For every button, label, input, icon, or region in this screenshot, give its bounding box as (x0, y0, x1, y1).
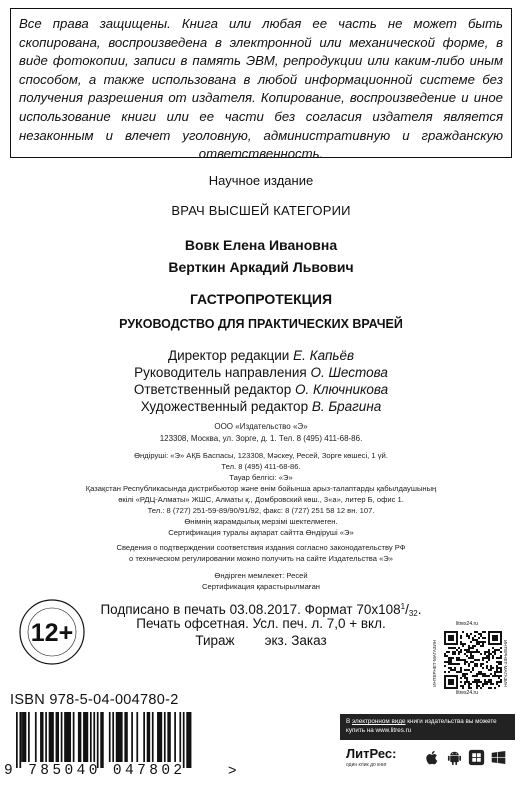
staff-name: В. Брагина (311, 399, 382, 414)
staff-head (0, 364, 522, 381)
barcode-arrow: > (228, 763, 237, 779)
publisher-name: ООО «Издательство «Э» (214, 422, 308, 431)
staff-name: О. Ключникова (294, 382, 389, 397)
android-icon (446, 749, 463, 766)
staff-role: Ответственный редактор (133, 382, 292, 397)
windows-icon (490, 749, 507, 766)
staff-role: Художественный редактор (140, 399, 309, 414)
print-type-line: Печать офсетная. Усл. печ. л. 7,0 + вкл. (136, 616, 386, 631)
kz-line: Өнімнің жарамдылық мерзімі шектелмеген. (184, 517, 338, 526)
staff-editor (0, 381, 522, 398)
staff-name: О. Шестова (310, 365, 388, 380)
kz-line: Қазақстан Республикасында дистрибьютор және өнім бойынша арыз-талаптарды қабылдаушының (85, 484, 437, 493)
origin-line: Өндірген мемлекет: Ресей (214, 571, 308, 580)
age-rating-badge (18, 598, 86, 666)
windows-phone-icon (468, 749, 485, 766)
litres-banner-link: электронном виде (351, 718, 406, 725)
staff-role: Руководитель направления (134, 365, 307, 380)
copyright-text: Все права защищены. Книга или любая ее часть не может быть скопирована, воспроизведена в электронной или механической форме, в виде фотокопии, записи в память ЭВМ, репродукции или каким-либо иным способом, а также использована в любой информационной системе без получения разрешения от издателя. Копирование, воспроизведение и иное использование книги или ее части без согласия издателя является незаконным и влечет уголовную, административную и гражданскую ответственность. (19, 16, 503, 162)
staff-role: Директор редакции (167, 348, 290, 363)
certification-line: Сведения о подтверждении соответствия издания согласно законодательству РФ (116, 543, 406, 552)
litres-banner-url: купить на www.litres.ru (346, 726, 412, 734)
kz-line: өкілі «РДЦ-Алматы» ЖШС, Алматы қ., Домбровский көш., 3«а», литер Б, офис 1. (118, 495, 404, 504)
litres-banner (340, 714, 515, 740)
format-numerator: 1 (400, 602, 406, 611)
print-signed-end: . (417, 602, 422, 617)
staff-name: Е. Капьёв (293, 348, 355, 363)
age-rating-text: 12+ (30, 619, 74, 647)
kz-line: Тауар белгісі: «Э» (229, 473, 293, 482)
book-subtitle: РУКОВОДСТВО ДЛЯ ПРАКТИЧЕСКИХ ВРАЧЕЙ (119, 317, 403, 331)
origin-line: Сертификация қарастырылмаған (202, 582, 320, 591)
kz-line: Тел.: 8 (727) 251-59-89/90/91/92, факс: 8 (727) 251 58 12 вн. 107. (147, 506, 375, 515)
litres-logo: ЛитРес: (346, 746, 397, 761)
edition-type: Научное издание (208, 173, 314, 188)
apple-icon (424, 749, 441, 766)
publisher-address: 123308, Москва, ул. Зорге, д. 1. Тел. 8 (495) 411-68-86. (159, 434, 363, 443)
print-run-line: Тираж экз. Заказ (195, 633, 327, 648)
print-signed-line: Подписано в печать 03.08.2017. Формат $70x108^1/_{32}$. (100, 602, 422, 618)
platform-icons (424, 749, 507, 766)
staff-director (0, 347, 522, 364)
isbn: ISBN 978-5-04-004780-2 (10, 692, 179, 708)
book-title: ГАСТРОПРОТЕКЦИЯ (189, 291, 333, 307)
author-2: Верткин Аркадий Львович (168, 259, 354, 275)
qr-caption-right: ИНТЕРНЕТ-МАГАЗИН (503, 640, 508, 687)
litres-footer (340, 741, 515, 775)
qr-code (444, 631, 502, 689)
certification-line: о техническом регулировании можно получить на сайте Издательства «Э» (129, 554, 393, 563)
staff-art-editor (0, 398, 522, 415)
kz-line: Тел. 8 (495) 411-68-86. (221, 462, 301, 471)
series-name: ВРАЧ ВЫСШЕЙ КАТЕГОРИИ (171, 203, 351, 218)
kz-line: Өндіруші: «Э» АҚБ Баспасы, 123308, Мәскеу, Ресей, Зорге көшесі, 1 үй. (134, 451, 388, 460)
print-signed-text: Подписано в печать 03.08.2017. Формат 70x108 (100, 602, 401, 617)
barcode-digits: 9 785040 047802 (4, 763, 186, 779)
qr-caption-top: litres24.ru (456, 621, 478, 627)
kz-line: Сертификация туралы ақпарат сайтта Өндіруші «Э» (168, 528, 354, 537)
ean-barcode (10, 712, 236, 768)
qr-caption-bottom: litres24.ru (456, 690, 478, 696)
format-denominator: 32 (408, 609, 418, 618)
litres-tagline: один клик до книг (346, 762, 387, 768)
qr-caption-left: ИНТЕРНЕТ-МАГАЗИН (432, 640, 437, 687)
litres-banner-text: книги издательства вы можете (405, 718, 497, 725)
copyright-notice (10, 8, 512, 162)
litres-banner-text: В (346, 718, 352, 725)
author-1: Вовк Елена Ивановна (184, 237, 338, 253)
